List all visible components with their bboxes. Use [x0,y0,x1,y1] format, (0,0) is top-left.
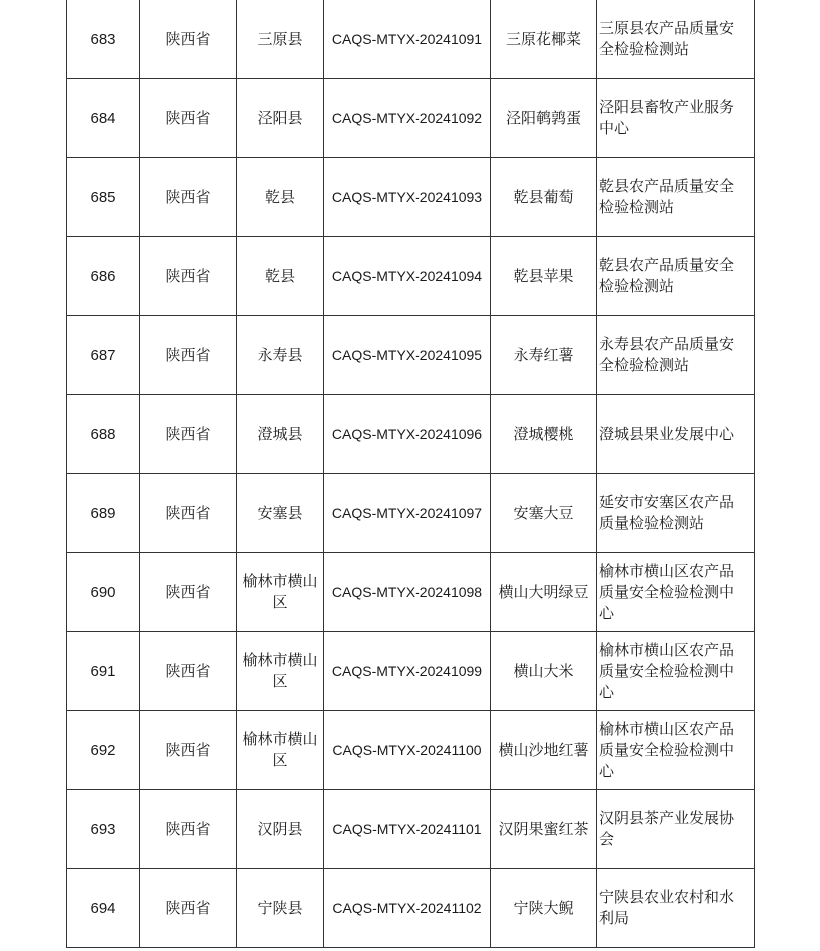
inspection-organization-cell: 乾县农产品质量安全检验检测站 [597,158,755,237]
product-name-cell: 三原花椰菜 [491,0,597,79]
row-number: 686 [67,237,140,316]
certificate-code-cell: CAQS-MTYX-20241098 [324,553,491,632]
county-cell: 永寿县 [237,316,324,395]
inspection-organization-cell: 榆林市横山区农产品质量安全检验检测中心 [597,711,755,790]
row-number: 685 [67,158,140,237]
row-number: 688 [67,395,140,474]
county-cell: 宁陕县 [237,869,324,948]
row-number: 693 [67,790,140,869]
table-row [67,790,755,869]
county-cell: 泾阳县 [237,79,324,158]
county-cell: 榆林市横山区 [237,632,324,711]
province-cell: 陕西省 [140,869,237,948]
product-name-cell: 安塞大豆 [491,474,597,553]
province-cell: 陕西省 [140,553,237,632]
product-name-cell: 泾阳鹌鹑蛋 [491,79,597,158]
province-cell: 陕西省 [140,632,237,711]
county-cell: 澄城县 [237,395,324,474]
county-cell: 榆林市横山区 [237,711,324,790]
certificate-code-cell: CAQS-MTYX-20241092 [324,79,491,158]
province-cell: 陕西省 [140,474,237,553]
inspection-organization-cell: 泾阳县畜牧产业服务中心 [597,79,755,158]
certificate-code-cell: CAQS-MTYX-20241102 [324,869,491,948]
table-row [67,0,755,79]
table-row [67,711,755,790]
inspection-organization-cell: 宁陕县农业农村和水利局 [597,869,755,948]
table-row [67,79,755,158]
inspection-organization-cell: 榆林市横山区农产品质量安全检验检测中心 [597,553,755,632]
table-row [67,395,755,474]
product-name-cell: 横山沙地红薯 [491,711,597,790]
inspection-organization-cell: 汉阴县茶产业发展协会 [597,790,755,869]
product-name-cell: 汉阴果蜜红茶 [491,790,597,869]
row-number: 687 [67,316,140,395]
province-cell: 陕西省 [140,0,237,79]
province-cell: 陕西省 [140,395,237,474]
row-number: 694 [67,869,140,948]
product-name-cell: 澄城樱桃 [491,395,597,474]
inspection-organization-cell: 乾县农产品质量安全检验检测站 [597,237,755,316]
table-row [67,158,755,237]
row-number: 691 [67,632,140,711]
product-name-cell: 乾县葡萄 [491,158,597,237]
certificate-code-cell: CAQS-MTYX-20241096 [324,395,491,474]
row-number: 683 [67,0,140,79]
province-cell: 陕西省 [140,237,237,316]
product-name-cell: 横山大明绿豆 [491,553,597,632]
row-number: 684 [67,79,140,158]
county-cell: 三原县 [237,0,324,79]
product-name-cell: 永寿红薯 [491,316,597,395]
inspection-organization-cell: 三原县农产品质量安全检验检测站 [597,0,755,79]
table-row [67,237,755,316]
table-row [67,316,755,395]
province-cell: 陕西省 [140,316,237,395]
county-cell: 乾县 [237,158,324,237]
row-number: 689 [67,474,140,553]
table-row [67,869,755,948]
province-cell: 陕西省 [140,79,237,158]
table-body [67,0,755,948]
product-name-cell: 乾县苹果 [491,237,597,316]
province-cell: 陕西省 [140,790,237,869]
inspection-organization-cell: 永寿县农产品质量安全检验检测站 [597,316,755,395]
certificate-code-cell: CAQS-MTYX-20241095 [324,316,491,395]
certificate-code-cell: CAQS-MTYX-20241097 [324,474,491,553]
product-name-cell: 横山大米 [491,632,597,711]
county-cell: 安塞县 [237,474,324,553]
county-cell: 汉阴县 [237,790,324,869]
certificate-code-cell: CAQS-MTYX-20241093 [324,158,491,237]
certificate-code-cell: CAQS-MTYX-20241100 [324,711,491,790]
product-registry-table [66,0,755,948]
county-cell: 乾县 [237,237,324,316]
certificate-code-cell: CAQS-MTYX-20241094 [324,237,491,316]
certificate-code-cell: CAQS-MTYX-20241101 [324,790,491,869]
table-row [67,632,755,711]
inspection-organization-cell: 澄城县果业发展中心 [597,395,755,474]
inspection-organization-cell: 榆林市横山区农产品质量安全检验检测中心 [597,632,755,711]
province-cell: 陕西省 [140,158,237,237]
province-cell: 陕西省 [140,711,237,790]
certificate-code-cell: CAQS-MTYX-20241099 [324,632,491,711]
product-name-cell: 宁陕大鲵 [491,869,597,948]
county-cell: 榆林市横山区 [237,553,324,632]
row-number: 692 [67,711,140,790]
table-row [67,553,755,632]
inspection-organization-cell: 延安市安塞区农产品质量检验检测站 [597,474,755,553]
row-number: 690 [67,553,140,632]
certificate-code-cell: CAQS-MTYX-20241091 [324,0,491,79]
table-row [67,474,755,553]
